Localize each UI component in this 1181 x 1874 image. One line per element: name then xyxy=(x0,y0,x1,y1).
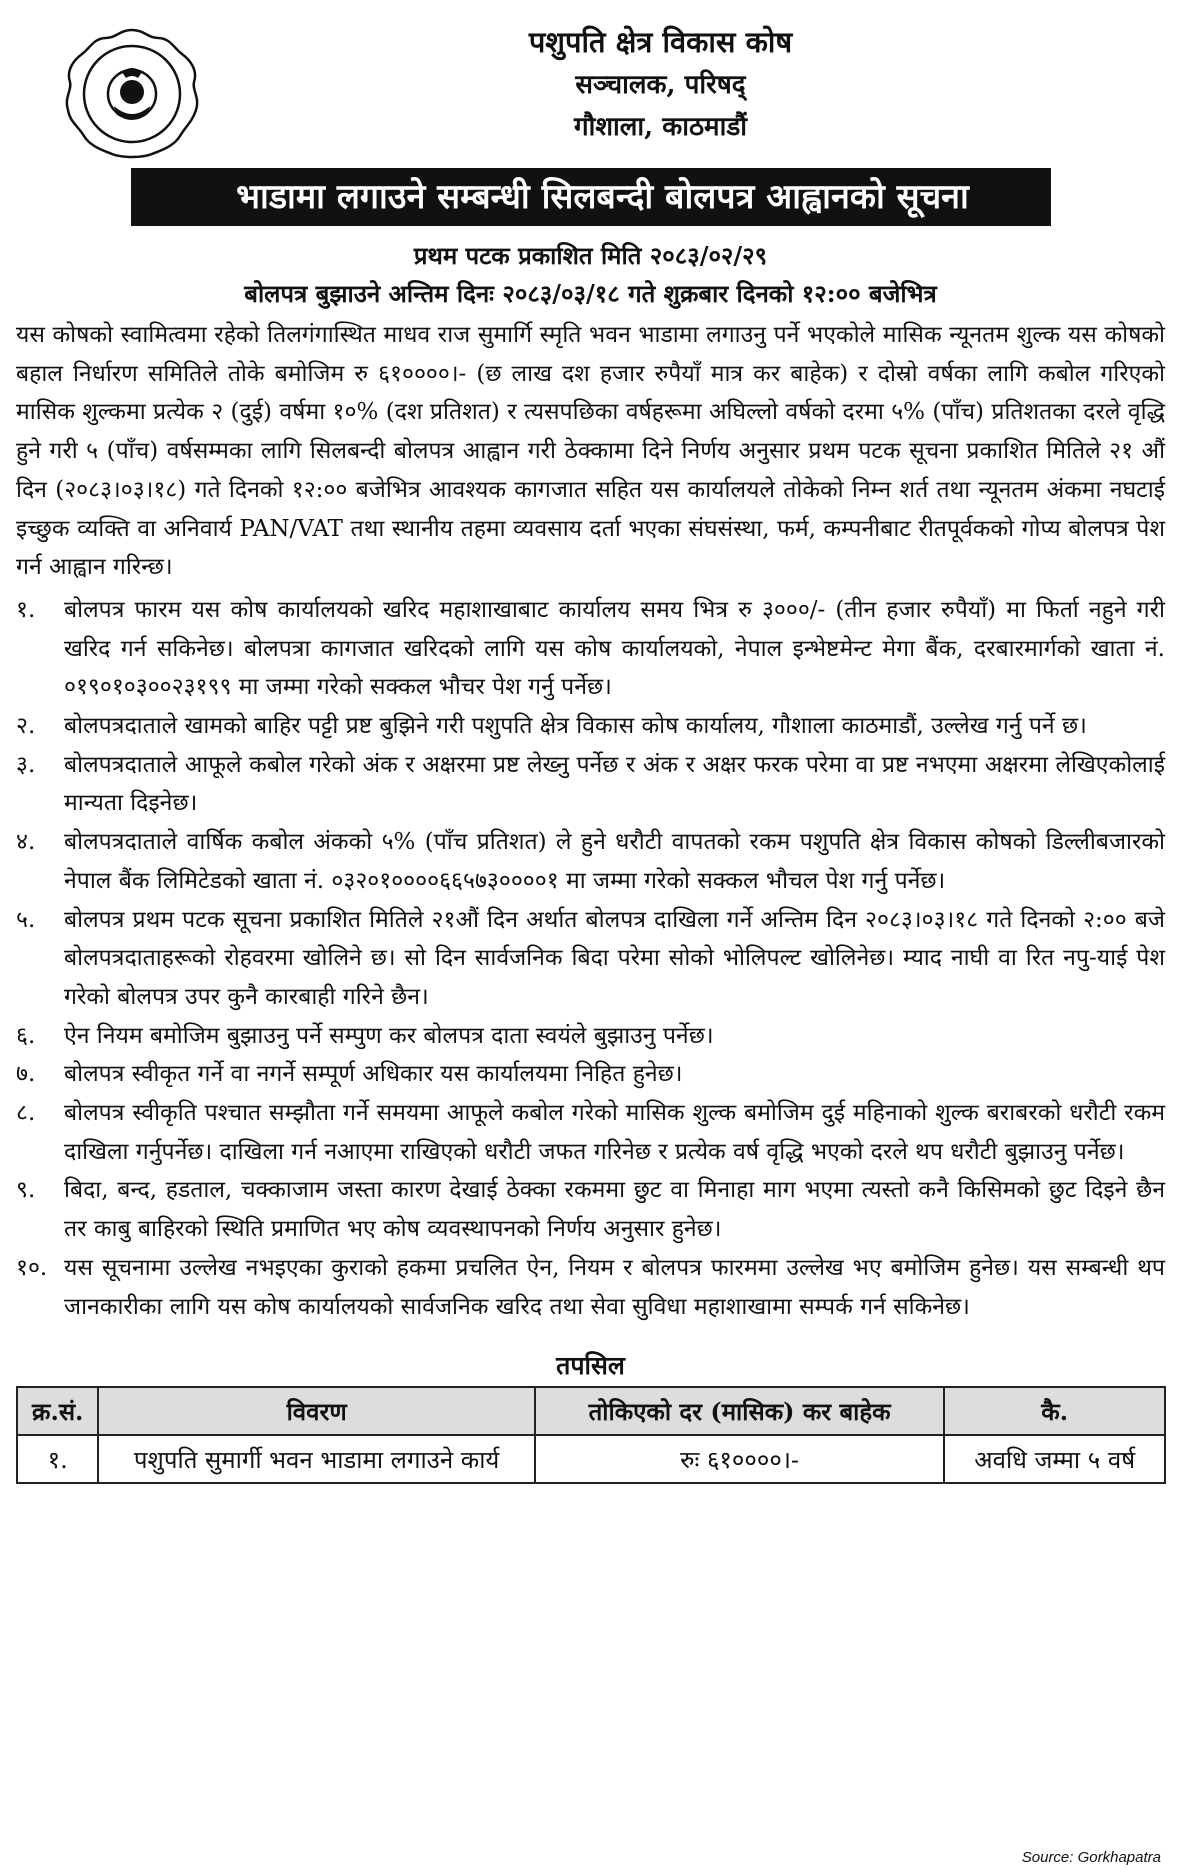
term-number: २. xyxy=(16,713,36,740)
list-item xyxy=(16,901,1165,1017)
term-text: बोलपत्रदाताले वार्षिक कबोल अंकको ५% (पाँच प्रतिशत) ले हुने धरौटी वापतको रकम पशुपति क्षेत्र विकास कोषको डिल्लीबजारको नेपाल बैंक लिमिटेडको खाता नं. ०३२०१००००६६५७३००००१ मा जम्मा गरेको सक्कल भौचल पेश गर्नु पर्नेछ। xyxy=(64,829,1165,894)
column-header: विवरण xyxy=(98,1387,534,1435)
list-item xyxy=(16,1017,1165,1056)
list-item xyxy=(16,746,1165,823)
header xyxy=(16,14,1165,164)
org-block xyxy=(16,20,1165,148)
table-cell: १. xyxy=(17,1435,98,1483)
org-name: पशुपति क्षेत्र विकास कोष xyxy=(528,25,793,59)
term-text: बोलपत्र स्वीकृति पश्चात सम्झौता गर्ने समयमा आफूले कबोल गरेको मासिक शुल्क बमोजिम दुई महिनाको शुल्क बराबरको धरौटी रकम दाखिला गर्नुपर्नेछ। दाखिला गर्न नआएमा राखिएको धरौटी जफत गरिनेछ र प्रत्येक वर्ष वृद्धि भएको दरले थप धरौटी बुझाउनु पर्नेछ। xyxy=(64,1100,1165,1165)
table-header-row xyxy=(17,1387,1165,1435)
notice-body xyxy=(16,316,1165,1326)
column-header: क्र.सं. xyxy=(17,1387,98,1435)
list-item xyxy=(16,591,1165,707)
list-item xyxy=(16,1171,1165,1248)
term-text: यस सूचनामा उल्लेख नभइएका कुराको हकमा प्रचलित ऐन, नियम र बोलपत्र फारममा उल्लेख भए बमोजिम हुनेछ। यस सम्बन्धी थप जानकारीका लागि यस कोष कार्यालयको सार्वजनिक खरिद तथा सेवा सुविधा महाशाखामा सम्पर्क गर्न सकिनेछ। xyxy=(64,1254,1165,1320)
source-credit: Source: Gorkhapatra xyxy=(1021,1849,1161,1866)
table-row xyxy=(17,1435,1165,1483)
column-header: कै. xyxy=(944,1387,1165,1435)
term-number: ६. xyxy=(16,1022,36,1049)
publish-date: प्रथम पटक प्रकाशित मिति २०८३/०२/२९ xyxy=(413,241,768,270)
org-address: गौशाला, काठमाडौं xyxy=(574,112,747,142)
term-number: ८. xyxy=(16,1100,36,1127)
table-cell: पशुपति सुमार्गी भवन भाडामा लगाउने कार्य xyxy=(98,1435,534,1483)
term-text: बोलपत्रदाताले आफूले कबोल गरेको अंक र अक्षरमा प्रष्ट लेख्नु पर्नेछ र अंक र अक्षर फरक परेमा वा प्रष्ट नभएमा अक्षरमा लेखिएकोलाई मान्यता दिइनेछ। xyxy=(64,751,1165,817)
list-item xyxy=(16,823,1165,900)
terms-list xyxy=(16,591,1165,1326)
term-text: बोलपत्रदाताले खामको बाहिर पट्टी प्रष्ट बुझिने गरी पशुपति क्षेत्र विकास कोष कार्यालय, गौशाला काठमाडौं, उल्लेख गर्नु पर्ने छ। xyxy=(64,713,1087,740)
term-number: ४. xyxy=(16,829,36,856)
intro-paragraph: यस कोषको स्वामित्वमा रहेको तिलगंगास्थित माधव राज सुमार्गि स्मृति भवन भाडामा लगाउनु पर्ने भएकोले मासिक न्यूनतम शुल्क यस कोषको बहाल निर्धारण समितिले तोके बमोजिम रु ६१००००।- (छ लाख दश हजार रुपैयाँ मात्र कर बाहेक) र दोस्रो वर्षका लागि कबोल गरिएको मासिक शुल्कमा प्रत्येक २ (दुई) वर्षमा १०% (दश प्रतिशत) र त्यसपछिका वर्षहरूमा अघिल्लो वर्षको दरमा ५% (पाँच) प्रतिशतका दरले वृद्धि हुने गरी ५ (पाँच) वर्षसम्मका लागि सिलबन्दी बोलपत्र आह्वान गरी ठेक्कामा दिने निर्णय अनुसार प्रथम पटक सूचना प्रकाशित मितिले २१ औं दिन (२०८३।०३।१८) गते दिनको १२:०० बजेभित्र आवश्यक कागजात सहित यस कार्यालयले तोकेको निम्न शर्त तथा न्यूनतम अंकमा नघटाई इच्छुक व्यक्ति वा अनिवार्य PAN/VAT तथा स्थानीय तहमा व्यवसाय दर्ता भएका संघसंस्था, फर्म, कम्पनीबाट रीतपूर्वकको गोप्य बोलपत्र पेश गर्न आह्वान गरिन्छ। xyxy=(16,322,1165,581)
term-text: ऐन नियम बमोजिम बुझाउनु पर्ने सम्पुण कर बोलपत्र दाता स्वयंले बुझाउनु पर्नेछ। xyxy=(64,1022,714,1049)
term-number: १०. xyxy=(16,1254,48,1281)
table-cell: अवधि जम्मा ५ वर्ष xyxy=(944,1435,1165,1483)
term-text: बोलपत्र स्वीकृत गर्ने वा नगर्ने सम्पूर्ण अधिकार यस कार्यालयमा निहित हुनेछ। xyxy=(64,1061,683,1088)
schedule-table xyxy=(16,1386,1166,1484)
notice-title: भाडामा लगाउने सम्बन्धी सिलबन्दी बोलपत्र आह्वानको सूचना xyxy=(131,168,1051,226)
council-name: सञ्चालक, परिषद् xyxy=(575,70,746,100)
term-number: ३. xyxy=(16,751,36,778)
schedule-title: तपसिल xyxy=(556,1351,625,1381)
term-text: बोलपत्र प्रथम पटक सूचना प्रकाशित मितिले २१औं दिन अर्थात बोलपत्र दाखिला गर्ने अन्तिम दिन २०८३।०३।१८ गते दिनको २:०० बजे बोलपत्रदाताहरूको रोहवरमा खोलिने छ। सो दिन सार्वजनिक बिदा परेमा सोको भोलिपल्ट खोलिनेछ। म्याद नाघी वा रित नपु-याई पेश गरेको बोलपत्र उपर कुनै कारबाही गरिने छैन। xyxy=(64,906,1165,1010)
table-cell: रुः ६१००००।- xyxy=(535,1435,945,1483)
term-number: ९. xyxy=(16,1177,36,1204)
submission-deadline: बोलपत्र बुझाउने अन्तिम दिनः २०८३/०३/१८ गते शुक्रबार दिनको १२:०० बजेभित्र xyxy=(244,279,937,308)
list-item xyxy=(16,1249,1165,1326)
term-number: ५. xyxy=(16,906,36,933)
term-text: बिदा, बन्द, हडताल, चक्काजाम जस्ता कारण देखाई ठेक्का रकममा छुट वा मिनाहा माग भएमा त्यस्तो कनै किसिमको छुट दिइने छैन तर काबु बाहिरको स्थिति प्रमाणित भए कोष व्यवस्थापनको निर्णय अनुसार हुनेछ। xyxy=(64,1177,1165,1243)
term-number: ७. xyxy=(16,1061,36,1088)
list-item xyxy=(16,707,1165,746)
list-item xyxy=(16,1094,1165,1171)
term-text: बोलपत्र फारम यस कोष कार्यालयको खरिद महाशाखाबाट कार्यालय समय भित्र रु ३०००/- (तीन हजार रुपैयाँ) मा फिर्ता नहुने गरी खरिद गर्न सकिनेछ। बोलपत्रा कागजात खरिदको लागि यस कोष कार्यालयको, नेपाल इन्भेष्टमेन्ट मेगा बैंक, दरबारमार्गको खाता नं. ०१९०१०३००२३१९९ मा जम्मा गरेको सक्कल भौचर पेश गर्नु पर्नेछ। xyxy=(64,596,1165,701)
column-header: तोकिएको दर (मासिक) कर बाहेक xyxy=(535,1387,945,1435)
term-number: १. xyxy=(16,596,36,623)
list-item xyxy=(16,1055,1165,1094)
